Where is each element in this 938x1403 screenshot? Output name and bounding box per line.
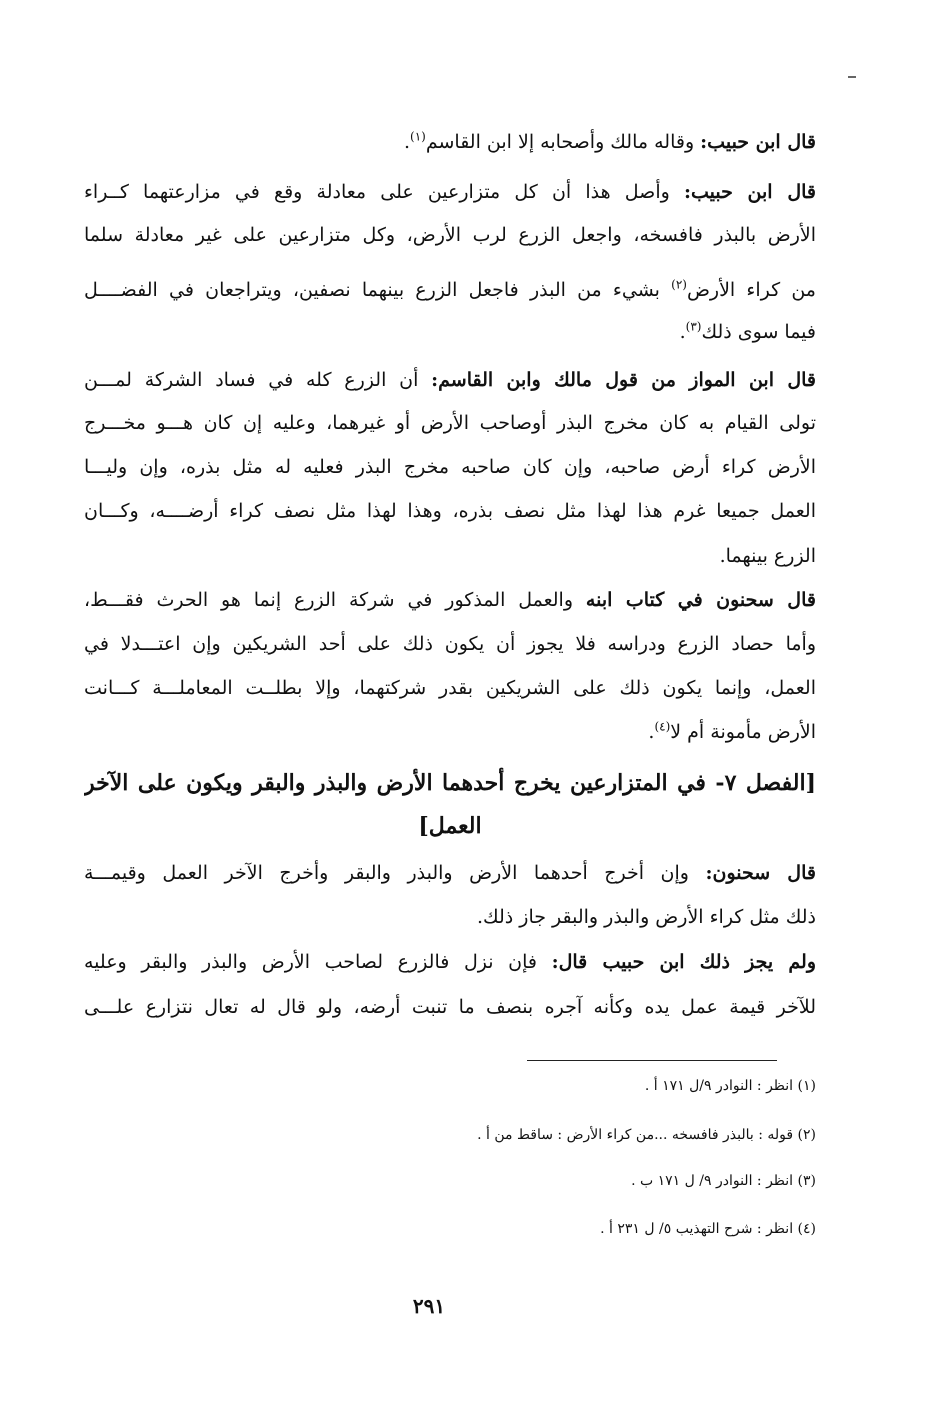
text-line: ولم يجز ذلك ابن حبيب قال: فإن نزل فالزرع لصاحب الأرض والبذر والبقر وعليه <box>84 951 816 973</box>
text-line: قال ابن حبيب: وأصل هذا أن كل متزارعين على معادلة وقع في مزارعتهما كــراء <box>84 181 816 203</box>
text-line: تولى القيام به كان مخرج البذر أوصاحب الأرض أو غيرهما، وعليه إن كان هـــو مخـــرج <box>84 412 816 434</box>
text-line: للآخر قيمة عمل يده وكأنه آجره بنصف ما تنبت أرضه، ولو قال له تعال نتزارع علـــى <box>84 996 816 1018</box>
footnote-3: (٣) انظر : النوادر ٩/ ل ١٧١ ب . <box>631 1173 816 1189</box>
text-line: قال سحنون: وإن أخرج أحدهما الأرض والبذر والبقر وأخرج الآخر العمل وقيمـــة <box>84 862 816 884</box>
section-heading: [الفصل ٧- في المتزارعين يخرج أحدهما الأرض والبذر والبقر ويكون على الآخر <box>84 770 816 796</box>
text-line: وأما حصاد الزرع ودراسه فلا يجوز أن يكون ذلك على أحد الشريكين وإن اعتـــدلا في <box>84 633 816 655</box>
text-line: الأرض كراء أرض صاحبه، وإن كان صاحبه مخرج البذر فعليه له مثل بذره، وإن وليـــا <box>84 456 816 478</box>
footnote-separator <box>527 1060 777 1061</box>
text-line: فيما سوى ذلك$^{(٣)}$. <box>679 319 816 343</box>
text-line: الأرض مأمونة أم لا$^{(٤)}$. <box>648 719 816 743</box>
text-line: قال ابن المواز من قول مالك وابن القاسم: أن الزرع كله في فساد الشركة لمـــن <box>84 369 816 391</box>
text-line: قال ابن حبيب: وقاله مالك وأصحابه إلا ابن القاسم$^{(١)}$. <box>403 129 816 153</box>
text-line: قال سحنون في كتاب ابنه والعمل المذكور في شركة الزرع إنما هو الحرث فقـــط، <box>84 589 816 611</box>
footnote-4: (٤) انظر : شرح التهذيب ٥/ ل ٢٣١ أ . <box>600 1221 816 1237</box>
footnote-2: (٢) قوله : بالبذر فافسخه ...من كراء الأرض : ساقط من أ . <box>477 1127 816 1143</box>
section-heading-continued: العمل] <box>418 813 482 839</box>
text-line: العمل جميعا غرم هذا لهذا مثل نصف بذره، وهذا لهذا مثل نصف كراء أرضــــه، وكـــان <box>84 500 816 522</box>
page-number: ٢٩١ <box>412 1294 446 1318</box>
text-line: الزرع بينهما. <box>719 545 816 567</box>
page-edge-mark <box>848 76 856 78</box>
text-line: ذلك مثل كراء الأرض والبذر والبقر جاز ذلك. <box>476 906 816 928</box>
text-line: العمل، وإنما يكون ذلك على الشريكين بقدر شركتهما، وإلا بطلــت المعاملـــة كـــانت <box>84 677 816 699</box>
text-line: الأرض بالبذر فافسخه، واجعل الزرع لرب الأرض، وكل متزارعين على غير معادلة سلما <box>84 224 816 246</box>
text-line: من كراء الأرض$^{(٢)}$ بشيء من البذر فاجعل الزرع بينهما نصفين، ويتراجعان في الفضــــل <box>84 277 816 301</box>
footnote-1: (١) انظر : النوادر ٩/ل ١٧١ أ . <box>644 1078 816 1094</box>
